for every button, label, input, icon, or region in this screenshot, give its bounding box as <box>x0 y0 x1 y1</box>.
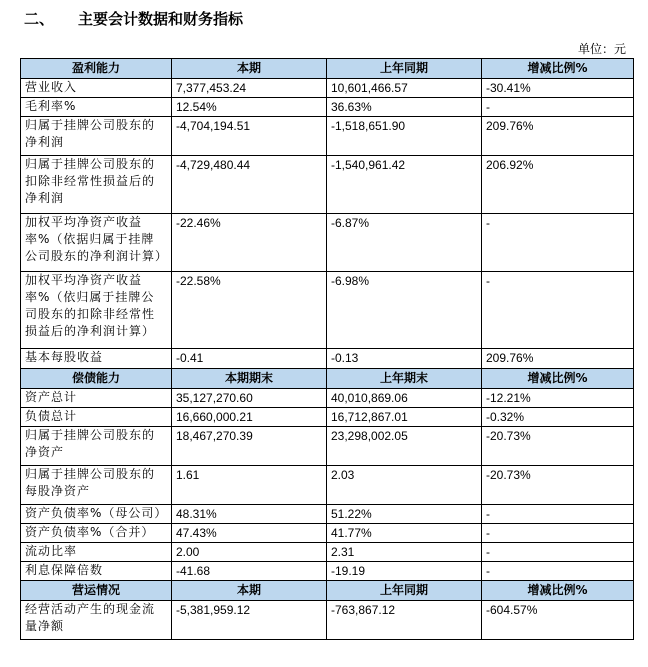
change-value-cell: -20.73% <box>482 427 634 466</box>
prior-value-cell: 36.63% <box>327 98 482 117</box>
table-row <box>21 214 634 272</box>
table-row <box>21 272 634 349</box>
change-value-cell: - <box>482 214 634 272</box>
financial-indicators-table <box>20 58 634 640</box>
current-value-cell: 2.00 <box>172 543 327 562</box>
current-value-cell: 12.54% <box>172 98 327 117</box>
column-header-cell: 上年期末 <box>327 369 482 389</box>
current-value-cell: -22.46% <box>172 214 327 272</box>
row-label-cell: 加权平均净资产收益率%（依归属于挂牌公司股东的扣除非经常性损益后的净利润计算） <box>21 272 172 349</box>
current-value-cell: -0.41 <box>172 349 327 369</box>
change-value-cell: 209.76% <box>482 349 634 369</box>
prior-value-cell: -763,867.12 <box>327 601 482 640</box>
current-value-cell: 18,467,270.39 <box>172 427 327 466</box>
current-value-cell: -4,704,194.51 <box>172 117 327 156</box>
column-header-cell: 增减比例% <box>482 59 634 79</box>
table-row <box>21 98 634 117</box>
row-label-cell: 流动比率 <box>21 543 172 562</box>
prior-value-cell: -6.87% <box>327 214 482 272</box>
column-header-cell: 本期 <box>172 581 327 601</box>
section-header-row <box>21 369 634 389</box>
row-label-cell: 归属于挂牌公司股东的每股净资产 <box>21 466 172 505</box>
column-header-cell: 本期 <box>172 59 327 79</box>
change-value-cell: - <box>482 562 634 581</box>
current-value-cell: 1.61 <box>172 466 327 505</box>
row-label-cell: 归属于挂牌公司股东的净利润 <box>21 117 172 156</box>
column-header-cell: 本期期末 <box>172 369 327 389</box>
current-value-cell: 48.31% <box>172 505 327 524</box>
prior-value-cell: -0.13 <box>327 349 482 369</box>
change-value-cell: 209.76% <box>482 117 634 156</box>
table-row <box>21 524 634 543</box>
table-row <box>21 505 634 524</box>
section-header-row <box>21 581 634 601</box>
change-value-cell: - <box>482 524 634 543</box>
prior-value-cell: 16,712,867.01 <box>327 408 482 427</box>
section-heading <box>24 8 243 30</box>
row-label-cell: 毛利率% <box>21 98 172 117</box>
table-row <box>21 562 634 581</box>
change-value-cell: - <box>482 505 634 524</box>
current-value-cell: 16,660,000.21 <box>172 408 327 427</box>
row-label-cell: 经营活动产生的现金流量净额 <box>21 601 172 640</box>
prior-value-cell: 23,298,002.05 <box>327 427 482 466</box>
prior-value-cell: -1,540,961.42 <box>327 156 482 214</box>
change-value-cell: -12.21% <box>482 389 634 408</box>
current-value-cell: 35,127,270.60 <box>172 389 327 408</box>
column-header-cell: 上年同期 <box>327 581 482 601</box>
row-label-cell: 基本每股收益 <box>21 349 172 369</box>
prior-value-cell: 40,010,869.06 <box>327 389 482 408</box>
change-value-cell: -20.73% <box>482 466 634 505</box>
column-header-cell: 增减比例% <box>482 581 634 601</box>
prior-value-cell: -6.98% <box>327 272 482 349</box>
prior-value-cell: 2.31 <box>327 543 482 562</box>
section-header-cell: 偿债能力 <box>21 369 172 389</box>
section-header-row <box>21 59 634 79</box>
current-value-cell: 47.43% <box>172 524 327 543</box>
column-header-cell: 上年同期 <box>327 59 482 79</box>
table-row <box>21 543 634 562</box>
row-label-cell: 资产负债率%（母公司） <box>21 505 172 524</box>
row-label-cell: 资产总计 <box>21 389 172 408</box>
change-value-cell: - <box>482 272 634 349</box>
prior-value-cell: 2.03 <box>327 466 482 505</box>
row-label-cell: 营业收入 <box>21 79 172 98</box>
table-row <box>21 427 634 466</box>
change-value-cell: -30.41% <box>482 79 634 98</box>
section-number: 二、 <box>24 10 55 28</box>
current-value-cell: 7,377,453.24 <box>172 79 327 98</box>
current-value-cell: -4,729,480.44 <box>172 156 327 214</box>
table-row <box>21 466 634 505</box>
prior-value-cell: 51.22% <box>327 505 482 524</box>
section-title: 主要会计数据和财务指标 <box>78 10 244 28</box>
section-header-cell: 营运情况 <box>21 581 172 601</box>
current-value-cell: -5,381,959.12 <box>172 601 327 640</box>
row-label-cell: 归属于挂牌公司股东的净资产 <box>21 427 172 466</box>
row-label-cell: 归属于挂牌公司股东的扣除非经常性损益后的净利润 <box>21 156 172 214</box>
prior-value-cell: -1,518,651.90 <box>327 117 482 156</box>
change-value-cell: -0.32% <box>482 408 634 427</box>
change-value-cell: - <box>482 543 634 562</box>
row-label-cell: 负债总计 <box>21 408 172 427</box>
current-value-cell: -22.58% <box>172 272 327 349</box>
table-row <box>21 349 634 369</box>
current-value-cell: -41.68 <box>172 562 327 581</box>
table-row <box>21 156 634 214</box>
row-label-cell: 利息保障倍数 <box>21 562 172 581</box>
table-row <box>21 408 634 427</box>
table-row <box>21 117 634 156</box>
table-row <box>21 389 634 408</box>
unit-label: 单位：元 <box>577 42 626 56</box>
column-header-cell: 增减比例% <box>482 369 634 389</box>
prior-value-cell: 10,601,466.57 <box>327 79 482 98</box>
change-value-cell: 206.92% <box>482 156 634 214</box>
row-label-cell: 加权平均净资产收益率%（依据归属于挂牌公司股东的净利润计算） <box>21 214 172 272</box>
table-body <box>21 59 634 640</box>
row-label-cell: 资产负债率%（合并） <box>21 524 172 543</box>
change-value-cell: -604.57% <box>482 601 634 640</box>
prior-value-cell: 41.77% <box>327 524 482 543</box>
table-row <box>21 79 634 98</box>
change-value-cell: - <box>482 98 634 117</box>
prior-value-cell: -19.19 <box>327 562 482 581</box>
section-header-cell: 盈利能力 <box>21 59 172 79</box>
table-row <box>21 601 634 640</box>
